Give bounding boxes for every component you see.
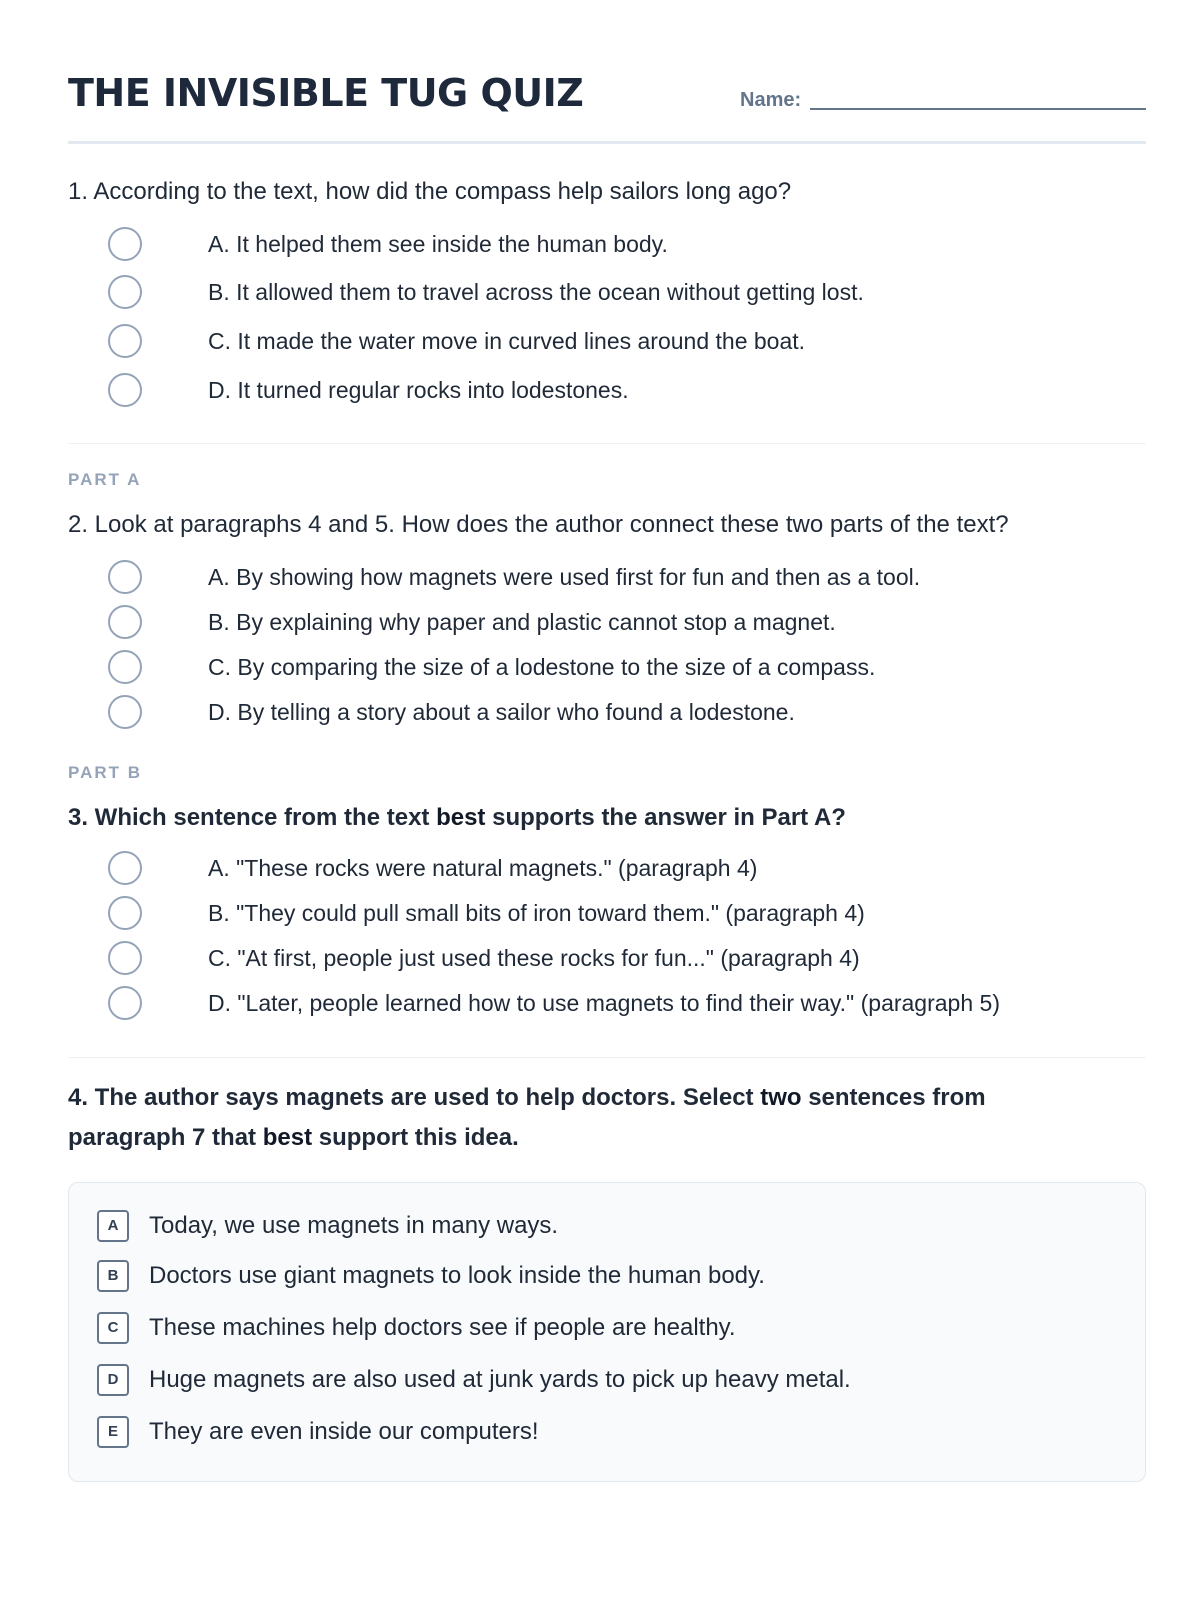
question-4-text: 4. The author says magnets are used to help doctors. Select two sentences from paragraph 7 that best support this idea. (68, 1084, 986, 1151)
q1-option-c[interactable] (108, 321, 1108, 361)
radio-button[interactable] (108, 941, 142, 975)
option-label: A. It helped them see inside the human body. (208, 231, 668, 257)
radio-button[interactable] (108, 227, 142, 261)
q1-option-d[interactable] (108, 370, 1108, 410)
q3-option-b[interactable] (108, 893, 1108, 933)
sentence-label: Today, we use magnets in many ways. (149, 1212, 559, 1239)
question-3-text: 3. Which sentence from the text best supports the answer in Part A? (68, 804, 846, 831)
option-label: B. It allowed them to travel across the ocean without getting lost. (208, 279, 864, 305)
q4-sentence-e[interactable] (97, 1411, 1097, 1451)
checkbox-letter[interactable]: E (97, 1416, 129, 1448)
radio-button[interactable] (108, 896, 142, 930)
section-divider (68, 443, 1146, 444)
page-title: THE INVISIBLE TUG QUIZ (68, 71, 584, 115)
option-label: A. By showing how magnets were used first for fun and then as a tool. (208, 564, 921, 590)
option-label: A. "These rocks were natural magnets." (paragraph 4) (208, 855, 758, 881)
option-label: C. "At first, people just used these rocks for fun..." (paragraph 4) (208, 945, 860, 971)
radio-button[interactable] (108, 650, 142, 684)
radio-button[interactable] (108, 605, 142, 639)
name-label: Name: (740, 89, 802, 111)
section-divider (68, 1057, 1146, 1058)
radio-button[interactable] (108, 986, 142, 1020)
q2-option-a[interactable] (108, 557, 1108, 597)
q3-option-d[interactable] (108, 983, 1108, 1023)
radio-button[interactable] (108, 373, 142, 407)
radio-button[interactable] (108, 275, 142, 309)
q1-option-b[interactable] (108, 272, 1108, 312)
checkbox-letter[interactable]: C (97, 1312, 129, 1344)
radio-button[interactable] (108, 560, 142, 594)
name-field[interactable] (810, 108, 1146, 110)
sentence-label: These machines help doctors see if people are healthy. (149, 1314, 736, 1341)
quiz-header (68, 70, 1146, 144)
q4-sentence-c[interactable] (97, 1307, 1097, 1347)
option-label: C. It made the water move in curved lines around the boat. (208, 328, 806, 354)
question-2-text: 2. Look at paragraphs 4 and 5. How does the author connect these two parts of the text? (68, 511, 1009, 538)
q4-sentence-d[interactable] (97, 1359, 1097, 1399)
radio-button[interactable] (108, 851, 142, 885)
q2-option-c[interactable] (108, 647, 1108, 687)
sentence-label: They are even inside our computers! (149, 1418, 539, 1445)
option-label: B. "They could pull small bits of iron toward them." (paragraph 4) (208, 900, 865, 926)
q4-sentence-b[interactable] (97, 1255, 1097, 1295)
option-label: D. By telling a story about a sailor who found a lodestone. (208, 699, 795, 725)
q3-option-a[interactable] (108, 848, 1108, 888)
q2-option-d[interactable] (108, 692, 1108, 732)
sentence-label: Doctors use giant magnets to look inside the human body. (149, 1262, 765, 1289)
q2-option-b[interactable] (108, 602, 1108, 642)
sentence-label: Huge magnets are also used at junk yards to pick up heavy metal. (149, 1366, 851, 1393)
part-b-label: PART B (68, 763, 143, 782)
radio-button[interactable] (108, 695, 142, 729)
sentence-selection-box (68, 1182, 1146, 1482)
checkbox-letter[interactable]: A (97, 1210, 129, 1242)
option-label: D. "Later, people learned how to use magnets to find their way." (paragraph 5) (208, 990, 1000, 1016)
radio-button[interactable] (108, 324, 142, 358)
q3-option-c[interactable] (108, 938, 1108, 978)
q4-sentence-a[interactable] (97, 1205, 1097, 1245)
question-1-text: 1. According to the text, how did the compass help sailors long ago? (68, 178, 792, 205)
checkbox-letter[interactable]: D (97, 1364, 129, 1396)
option-label: B. By explaining why paper and plastic cannot stop a magnet. (208, 609, 836, 635)
q1-option-a[interactable] (108, 224, 1108, 264)
option-label: C. By comparing the size of a lodestone to the size of a compass. (208, 654, 876, 680)
part-a-label: PART A (68, 470, 142, 489)
option-label: D. It turned regular rocks into lodestones. (208, 377, 629, 403)
checkbox-letter[interactable]: B (97, 1260, 129, 1292)
